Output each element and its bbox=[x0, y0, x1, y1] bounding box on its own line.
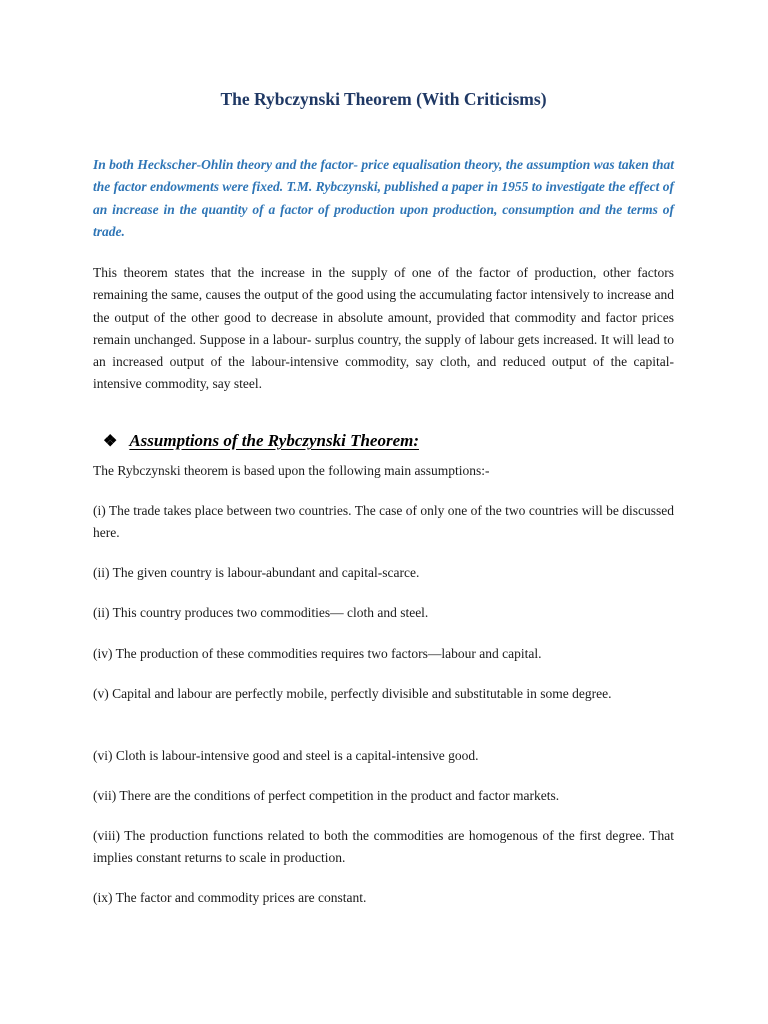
assumption-item: (vii) There are the conditions of perfect competition in the product and factor markets. bbox=[93, 788, 560, 803]
document-title: The Rybczynski Theorem (With Criticisms) bbox=[220, 89, 547, 109]
assumption-item: (ii) The given country is labour-abundant and capital-scarce. bbox=[93, 565, 420, 580]
assumptions-heading-text: Assumptions of the Rybczynski Theorem: bbox=[129, 431, 419, 450]
assumption-item: (vi) Cloth is labour-intensive good and steel is a capital-intensive good. bbox=[93, 748, 479, 763]
assumptions-heading bbox=[103, 429, 419, 454]
assumption-item: (v) Capital and labour are perfectly mobile, perfectly divisible and substitutable in some degree. bbox=[93, 686, 612, 701]
assumption-item: (i) The trade takes place between two countries. The case of only one of the two countries will be discussed here. bbox=[93, 503, 674, 541]
diamond-bullet-icon: ❖ bbox=[103, 433, 118, 450]
assumption-item: (ii) This country produces two commodities— cloth and steel. bbox=[93, 605, 429, 620]
intro-paragraph: In both Heckscher-Ohlin theory and the factor- price equalisation theory, the assumption was taken that the factor endowments were fixed. T.M. Rybczynski, published a paper in 1955 to investigate the effect of an increase in the quantity of a factor of production upon production, consumption and the terms of trade. bbox=[93, 157, 674, 239]
assumption-item: (iv) The production of these commodities requires two factors—labour and capital. bbox=[93, 646, 542, 661]
theorem-paragraph: This theorem states that the increase in the supply of one of the factor of production, other factors remaining the same, causes the output of the good using the accumulating factor intensively to increase and the output of the other good to decrease in absolute amount, provided that commodity and factor prices remain unchanged. Suppose in a labour- surplus country, the supply of labour gets increased. It will lead to an increased output of the labour-intensive commodity, say cloth, and reduced output of the capital- intensive commodity, say steel. bbox=[93, 265, 674, 392]
assumptions-intro: The Rybczynski theorem is based upon the following main assumptions:- bbox=[93, 463, 490, 478]
assumption-item: (viii) The production functions related to both the commodities are homogenous of the first degree. That implies constant returns to scale in production. bbox=[93, 828, 674, 866]
assumption-item: (ix) The factor and commodity prices are constant. bbox=[93, 890, 367, 905]
